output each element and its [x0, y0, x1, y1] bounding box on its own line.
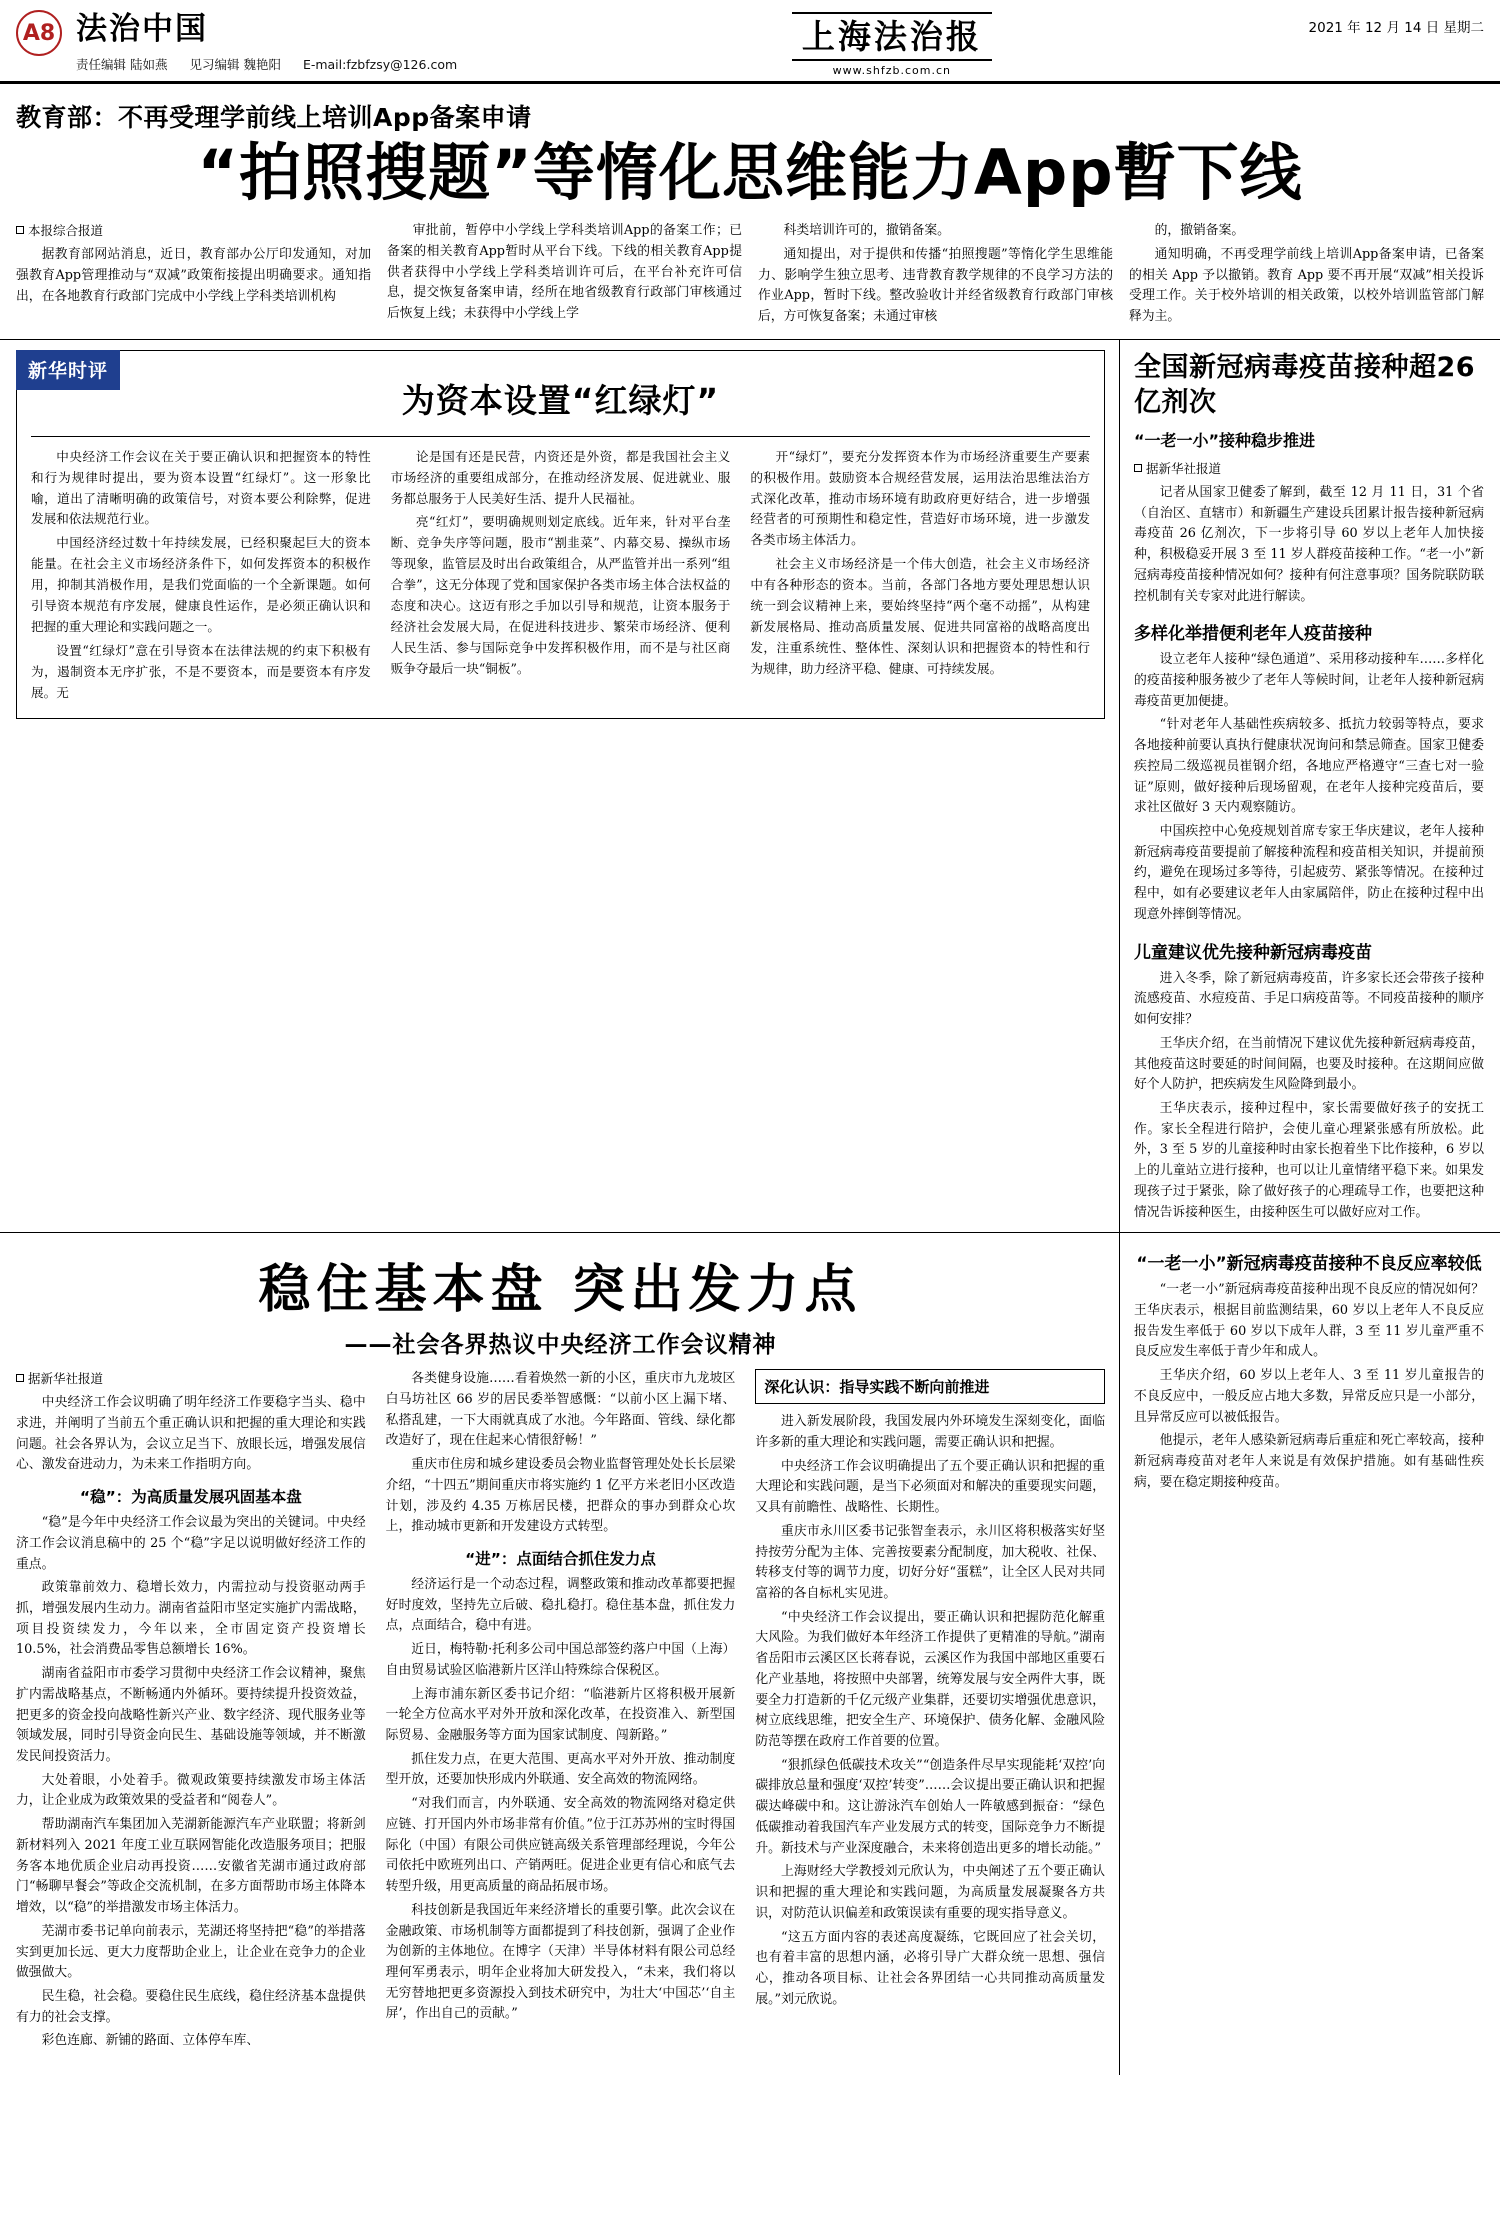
feature-paragraph: 帮助湖南汽车集团加入芜湖新能源汽车产业联盟；将新剑新材料列入 2021 年度工业互联网智能化改造服务项目；把服务客本地优质企业启动再投资……安徽省芜湖市通过政府部门“畅聊早餐会”等政企交流机制，在多方面帮助市场主体降本增效，以“稳”的举措激发市场主体活力。 [16, 1817, 366, 1916]
feature-boxed-heading: 深化认识：指导实践不断向前推进 [755, 1369, 1105, 1404]
vaccine-paragraph: 王华庆表示，接种过程中，家长需要做好孩子的安抚工作。家长全程进行陪护，会使儿童心理紧张感有所放松。此外，3 至 5 岁的儿童接种时由家长抱着坐下比作接种，6 岁以上的儿童站立进行接种，也可以让儿童情绪平稳下来。如果发现孩子过于紧张，除了做好孩子的心理疏导工作，也要把这种情况告诉接种医生，由接种医生可以做好应对工作。 [1134, 1100, 1484, 1220]
feature-paragraph: 中央经济工作会议明确提出了五个要正确认识和把握的重大理论和实践问题，是当下必须面对和解决的重要现实问题，又具有前瞻性、战略性、长期性。 [755, 1458, 1106, 1516]
middle-region [0, 340, 1500, 1232]
vaccine-paragraph: 设立老年人接种“绿色通道”、采用移动接种车……多样化的疫苗接种服务被少了老年人等候时间，让老年人接种新冠病毒疫苗更加便捷。 [1134, 652, 1484, 709]
commentary-paragraph: 设置“红绿灯”意在引导资本在法律法规的约束下积极有为，遏制资本无序扩张，不是不要资本，而是要资本有序发展。无 [31, 642, 371, 700]
feature-paragraph: 重庆市住房和城乡建设委员会物业监督管理处处长长层梁介绍，“十四五”期间重庆市将实施约 1 亿平方米老旧小区改造计划，涉及约 4.35 万栋居民楼，把群众的事办到群众心坎上，推动城市更新和开发建设方式转型。 [385, 1457, 736, 1535]
vaccine-title: 全国新冠病毒疫苗接种超26亿剂次 [1134, 351, 1476, 418]
commentary-paragraph: 亮“红灯”，要明确规则划定底线。近年来，针对平台垄断、竞争失序等问题，股市“割韭菜”、内幕交易、操纵市场等现象，监管层及时出台政策组合，从严监管并出一系列“组合拳”，这无分体现了党和国家保护各类市场主体合法权益的态度和决心。这迈有形之手加以引导和规范，让资本服务于经济社会发展大局，在促进科技进步、繁荣市场经济、便利人民生活、参与国际竞争中发挥积极作用，而不是与社区商贩争夺最后一块“铜板”。 [390, 514, 731, 676]
credit-responsible-editor: 责任编辑 陆如燕 [76, 57, 168, 72]
page-badge: A8 [16, 10, 62, 56]
feature-columns [16, 1369, 1105, 2055]
vaccine-section-heading: 儿童建议优先接种新冠病毒疫苗 [1134, 942, 1372, 963]
feature-paragraph: 经济运行是一个动态过程，调整政策和推动改革都要把握好时度效，坚持先立后破、稳扎稳打。稳住基本盘，抓住发力点，点面结合，稳中有进。 [385, 1577, 736, 1634]
vaccine-byline-text: 据新华社报道 [1146, 460, 1222, 476]
feature-paragraph: “稳”是今年中央经济工作会议最为突出的关键词。中央经济工作会议消息稿中的 25 个“稳”字足以说明做好经济工作的重点。 [16, 1515, 366, 1572]
feature-paragraph: “这五方面内容的表述高度凝练，它既回应了社会关切，也有着丰富的思想内涵，必将引导广大群众统一思想、强信心，推动各项目标、让社会各界团结一心共同推动高质量发展。”刘元欣说。 [755, 1929, 1106, 2007]
feature-paragraph: 芜湖市委书记单向前表示，芜湖还将坚持把“稳”的举措落实到更加长远、更大力度帮助企业上，让企业在竞争力的企业做强做大。 [16, 1923, 366, 1981]
commentary-area [0, 340, 1120, 1232]
commentary-column-3 [750, 447, 1090, 707]
editor-credits [76, 55, 475, 73]
vaccine-byline [1134, 459, 1484, 477]
feature-paragraph: 湖南省益阳市市委学习贯彻中央经济工作会议精神，聚焦扩内需战略基点，不断畅通内外循环。要持续提升投资效益，把更多的资金投向战略性新兴产业、数字经济、现代服务业等领域发展，同时引导资金向民生、基础设施等领域，并不断激发民间投资活力。 [16, 1666, 366, 1765]
vaccine-paragraph: 王华庆介绍，60 岁以上老年人、3 至 11 岁儿童报告的不良反应中，一般反应占地大多数，异常反应只是一小部分，且异常反应可以被低报告。 [1134, 1368, 1484, 1425]
feature-paragraph: 民生稳，社会稳。要稳住民生底线，稳住经济基本盘提供有力的社会支撑。 [16, 1988, 366, 2025]
feature-subhead: “稳”：为高质量发展巩固基本盘 [79, 1488, 302, 1507]
vaccine-article [1120, 340, 1500, 1232]
feature-paragraph: “对我们而言，内外联通、安全高效的物流网络对稳定供应链、打开国内外市场非常有价值。”位于江苏苏州的宝时得国际化（中国）有限公司供应链高级关系管理部经理说，今年公司依托中欧班列出口、产销两旺。促进企业更有信心和底气去转型升级，用更高质量的商品拓展市场。 [385, 1796, 736, 1895]
feature-paragraph: 政策靠前效力、稳增长效力，内需拉动与投资驱动两手抓，增强发展内生动力。湖南省益阳市坚定实施扩内需战略，项目投资续发力，今年以来，全市固定资产投资增长 10.5%，社会消费品零售总额增长 16%。 [16, 1580, 366, 1658]
publication-date: 2021 年 12 月 14 日 星期二 [1308, 20, 1484, 36]
lead-column-2 [387, 221, 742, 331]
commentary-paragraph: 社会主义市场经济是一个伟大创造，社会主义市场经济中有各种形态的资本。当前，各部门各地方要处理思想认识统一到会议精神上来，要始终坚持“两个毫不动摇”，从构建新发展格局、推动高质量发展、促进共同富裕的战略高度出发，注重系统性、整体性、深刻认识和把握资本的特性和行为规律，助力经济平稳、健康、可持续发展。 [750, 556, 1091, 676]
square-bullet-icon [16, 226, 24, 234]
credit-trainee-editor: 见习编辑 魏艳阳 [189, 57, 281, 72]
feature-paragraph: 各类健身设施……看着焕然一新的小区，重庆市九龙坡区白马坊社区 66 岁的居民委举智感慨：“以前小区上漏下堵、私搭乱建，一下大雨就真成了水池。今年路面、管线、绿化都改造好了，现在住起来心情很舒畅！” [385, 1371, 736, 1449]
feature-paragraph: 上海市浦东新区委书记介绍：“临港新片区将积极开展新一轮全方位高水平对外开放和深化改革，在投资准入、新型国际贸易、金融服务等方面为国家试制度、闯新路。” [385, 1686, 736, 1744]
feature-paragraph: 抓住发力点，在更大范围、更高水平对外开放、推动制度型开放，还要加快形成内外联通、安全高效的物流网络。 [385, 1751, 736, 1788]
vaccine-subtitle: “一老一小”接种稳步推进 [1134, 430, 1316, 450]
feature-subtitle: ——社会各界热议中央经济工作会议精神 [344, 1332, 777, 1359]
bottom-region [0, 1232, 1500, 2075]
commentary-tag: 新华时评 [16, 350, 120, 390]
vaccine-paragraph: 王华庆介绍，在当前情况下建议优先接种新冠病毒疫苗，其他疫苗这时要延的时间间隔，也要及时接种。在这期间应做好个人防护，把疾病发生风险降到最小。 [1134, 1035, 1484, 1093]
feature-paragraph: 重庆市永川区委书记张智奎表示，永川区将积极落实好坚持按劳分配为主体、完善按要素分配制度，加大税收、社保、转移支付等的调节力度，切好分好“蛋糕”，让全区人民对共同富裕的各自标札实见进。 [755, 1523, 1106, 1602]
lead-byline [16, 221, 371, 239]
commentary-paragraph: 中央经济工作会议在关于要正确认识和把握资本的特性和行为规律时提出，要为资本设置“红绿灯”。这一形象比喻，道出了清晰明确的政策信号，对资本要公利除弊，促进发展和依法规范行业。 [31, 448, 371, 527]
commentary-paragraph: 中国经济经过数十年持续发展，已经积聚起巨大的资本能量。在社会主义市场经济条件下，如何发挥资本的积极作用，抑制其消极作用，是我们党面临的一个全新课题。如何引导资本规范有序发展，健康良性运作，是必须正确认识和把握的重大理论和实践问题之一。 [31, 535, 371, 634]
lead-byline-text: 本报综合报道 [28, 223, 104, 239]
vaccine-paragraph: 他提示，老年人感染新冠病毒后重症和死亡率较高，接种新冠病毒疫苗对老年人来说是有效保护措施。如有基础性疾病，要在稳定期接种疫苗。 [1134, 1433, 1484, 1490]
section-title: 法治中国 [76, 11, 208, 47]
feature-byline [16, 1369, 366, 1387]
masthead-center [475, 10, 1308, 77]
vaccine-paragraph: “针对老年人基础性疾病较多、抵抗力较弱等特点，要求各地接种前要认真执行健康状况询问和禁忌筛查。国家卫健委疾控局二级巡视员崔钢介绍，各地应严格遵守“三查七对一验证”原则，做好接种后现场留观，在老年人接种完疫苗后，要求社区做好 3 天内观察随访。 [1134, 717, 1484, 816]
feature-byline-text: 据新华社报道 [28, 1371, 104, 1387]
feature-column-3 [755, 1369, 1105, 2055]
feature-paragraph: 中央经济工作会议明确了明年经济工作要稳字当头、稳中求进，并阐明了当前五个重正确认识和把握的重大理论和实践问题。社会各界认为，会议立足当下、放眼长远，增强发展信心、激发奋进动力，为未来工作指明方向。 [16, 1395, 366, 1473]
feature-paragraph: 上海财经大学教授刘元欣认为，中央阐述了五个要正确认识和把握的重大理论和实践问题，为高质量发展凝聚各方共识，对防范认识偏差和政策误读有重要的现实指导意义。 [755, 1864, 1106, 1921]
lead-paragraph: 据教育部网站消息，近日，教育部办公厅印发通知，对加强教育App管理推动与“双减”政策衔接提出明确要求。通知指出，在各地教育行政部门完成中小学线上学科类培训机构 [16, 247, 371, 304]
lead-paragraph: 的，撤销备案。 [1154, 223, 1245, 239]
vaccine-paragraph: 中国疾控中心免疫规划首席专家王华庆建议，老年人接种新冠病毒疫苗要提前了解接种流程和疫苗相关知识，并提前预约，避免在现场过多等待，引起疲劳、紧张等情况。在接种过程中，如有必要建议老年人由家属陪伴，防止在接种过程中出现意外摔倒等情况。 [1134, 824, 1484, 922]
lead-headline: “拍照搜题”等惰化思维能力App暫下线 [197, 136, 1303, 210]
lead-body-columns [0, 217, 1500, 340]
commentary-column-1 [31, 447, 371, 707]
feature-paragraph: 进入新发展阶段，我国发展内外环境发生深刻变化，面临许多新的重大理论和实践问题，需要正确认识和把握。 [755, 1414, 1106, 1450]
feature-column-1 [16, 1369, 366, 2055]
vaccine-section-heading: “一老一小”新冠病毒疫苗接种不良反应率较低 [1136, 1254, 1482, 1275]
masthead-left [16, 10, 475, 73]
feature-paragraph: “中央经济工作会议提出，要正确认识和把握防范化解重大风险。为我们做好本年经济工作提供了更精准的导航。”湖南省岳阳市云溪区区长蒋春说，云溪区作为我国中部地区重要石化产业基地，将按照中央部署，统筹发展与安全两件大事，既要全力打造新的千亿元级产业集群，还要切实增强优患意识，树立底线思维，把安全生产、环境保护、债务化解、金融风险防范等摆在政府工作首要的位置。 [755, 1609, 1106, 1750]
lead-kicker: 教育部：不再受理学前线上培训App备案申请 [16, 103, 532, 133]
feature-article [0, 1233, 1120, 2075]
masthead [0, 0, 1500, 84]
lead-paragraph: 科类培训许可的，撤销备案。 [783, 223, 950, 239]
commentary-box [16, 350, 1105, 720]
commentary-title: 为资本设置“红绿灯” [401, 380, 720, 420]
feature-title: 稳住基本盘 突出发力点 [258, 1260, 863, 1321]
lead-paragraph: 审批前，暂停中小学线上学科类培训App的备案工作；已备案的相关教育App暂时从平台下线。下线的相关教育App提供者获得中小学线上学科类培训许可后，在平台补充许可信息，提交恢复备案申请，经所在地省级教育行政部门审核通过后恢复上线；未获得中小学线上学 [387, 223, 742, 322]
feature-subhead: “进”：点面结合抓住发力点 [465, 1550, 656, 1569]
feature-paragraph: 近日，梅特勒·托利多公司中国总部签约落户中国（上海）自由贸易试验区临港新片区洋山特殊综合保税区。 [385, 1642, 736, 1678]
commentary-paragraph: 论是国有还是民营，内资还是外资，都是我国社会主义市场经济的重要组成部分，在推动经济发展、促进就业、服务都总服务于人民美好生活、提升人民福祉。 [390, 448, 731, 506]
feature-paragraph: 彩色连廊、新铺的路面、立体停车库、 [41, 2033, 260, 2049]
lead-column-3 [758, 221, 1113, 331]
vaccine-paragraph: 记者从国家卫健委了解到，截至 12 月 11 日，31 个省（自治区、直辖市）和新疆生产建设兵团累计报告接种新冠病毒疫苗 26 亿剂次，下一步将引导 60 岁以上老年人加快接种，积极稳妥开展 3 至 11 岁人群疫苗接种工作。“老一小”新冠病毒疫苗接种情况如何？接种有何注意事项？国务院联防联控机制有关专家对此进行解读。 [1134, 484, 1484, 604]
lead-column-4 [1129, 221, 1484, 331]
lead-paragraph: 通知明确，不再受理学前线上培训App备案申请，已备案的相关 App 予以撤销。教育 App 要不再开展“双减”相关投诉受理工作。关于校外培训的相关政策，以校外培训监管部门解释为主。 [1129, 246, 1484, 325]
vaccine-article-continued [1120, 1233, 1500, 2075]
commentary-column-2 [391, 447, 731, 707]
paper-name: 上海法治报 [792, 12, 992, 61]
credit-email: E-mail:fzbfzsy@126.com [302, 57, 458, 72]
commentary-columns [31, 436, 1090, 707]
lead-paragraph: 通知提出，对于提供和传播“拍照搜题”等惰化学生思维能力、影响学生独立思考、违背教育教学规律的不良学习方法的作业App，暂时下线。整改验收计并经省级教育行政部门审核后，方可恢复备案；未通过审核 [758, 246, 1113, 325]
vaccine-paragraph: 进入冬季，除了新冠病毒疫苗，许多家长还会带孩子接种流感疫苗、水痘疫苗、手足口病疫苗等。不同疫苗接种的顺序如何安排？ [1134, 970, 1484, 1028]
lead-column-1 [16, 221, 371, 331]
square-bullet-icon [1134, 464, 1142, 472]
square-bullet-icon [16, 1374, 24, 1382]
paper-url[interactable]: www.shfzb.com.cn [832, 64, 951, 78]
feature-column-2 [386, 1369, 736, 2055]
feature-paragraph: 科技创新是我国近年来经济增长的重要引擎。此次会议在金融政策、市场机制等方面都提到了科技创新，强调了企业作为创新的主体地位。在博字（天津）半导体材料有限公司总经理何军勇表示，明年企业将加大研发投入，“未来，我们将以无穷替地把更多资源投入到技术研究中，为壮大‘中国芯’‘自主屏’，作出自己的贡献。” [385, 1902, 736, 2022]
vaccine-paragraph: “一老一小”新冠病毒疫苗接种出现不良反应的情况如何？王华庆表示，根据目前监测结果，60 岁以上老年人不良反应报告发生率低于 60 岁以下成年人群，3 至 11 岁儿童严重不良反应发生率低于青少年和成人。 [1134, 1282, 1484, 1360]
vaccine-section-heading: 多样化举措便利老年人疫苗接种 [1134, 624, 1372, 645]
feature-paragraph: “狠抓绿色低碳技术攻关”“创造条件尽早实现能耗‘双控’向碳排放总量和强度‘双控’转变”……会议提出要正确认识和把握碳达峰碳中和。这让游泳汽车创始人一阵敏感到振奋：“绿色低碳推动着我国汽车产业发展方式的转变，国际竞争力不断提升。新技术与产业深度融合，未来将创造出更多的增长动能。” [755, 1757, 1106, 1856]
feature-paragraph: 大处着眼，小处着手。微观政策要持续激发市场主体活力，让企业成为政策效果的受益者和“阅卷人”。 [16, 1772, 366, 1809]
commentary-paragraph: 开“绿灯”，要充分发挥资本作为市场经济重要生产要素的积极作用。鼓励资本合规经营发展，运用法治思维法治方式深化改革，推动市场环境有助政府更好结合，进一步增强经营者的可预期性和稳定性，营造好市场环境，进一步激发各类市场主体活力。 [750, 448, 1091, 548]
